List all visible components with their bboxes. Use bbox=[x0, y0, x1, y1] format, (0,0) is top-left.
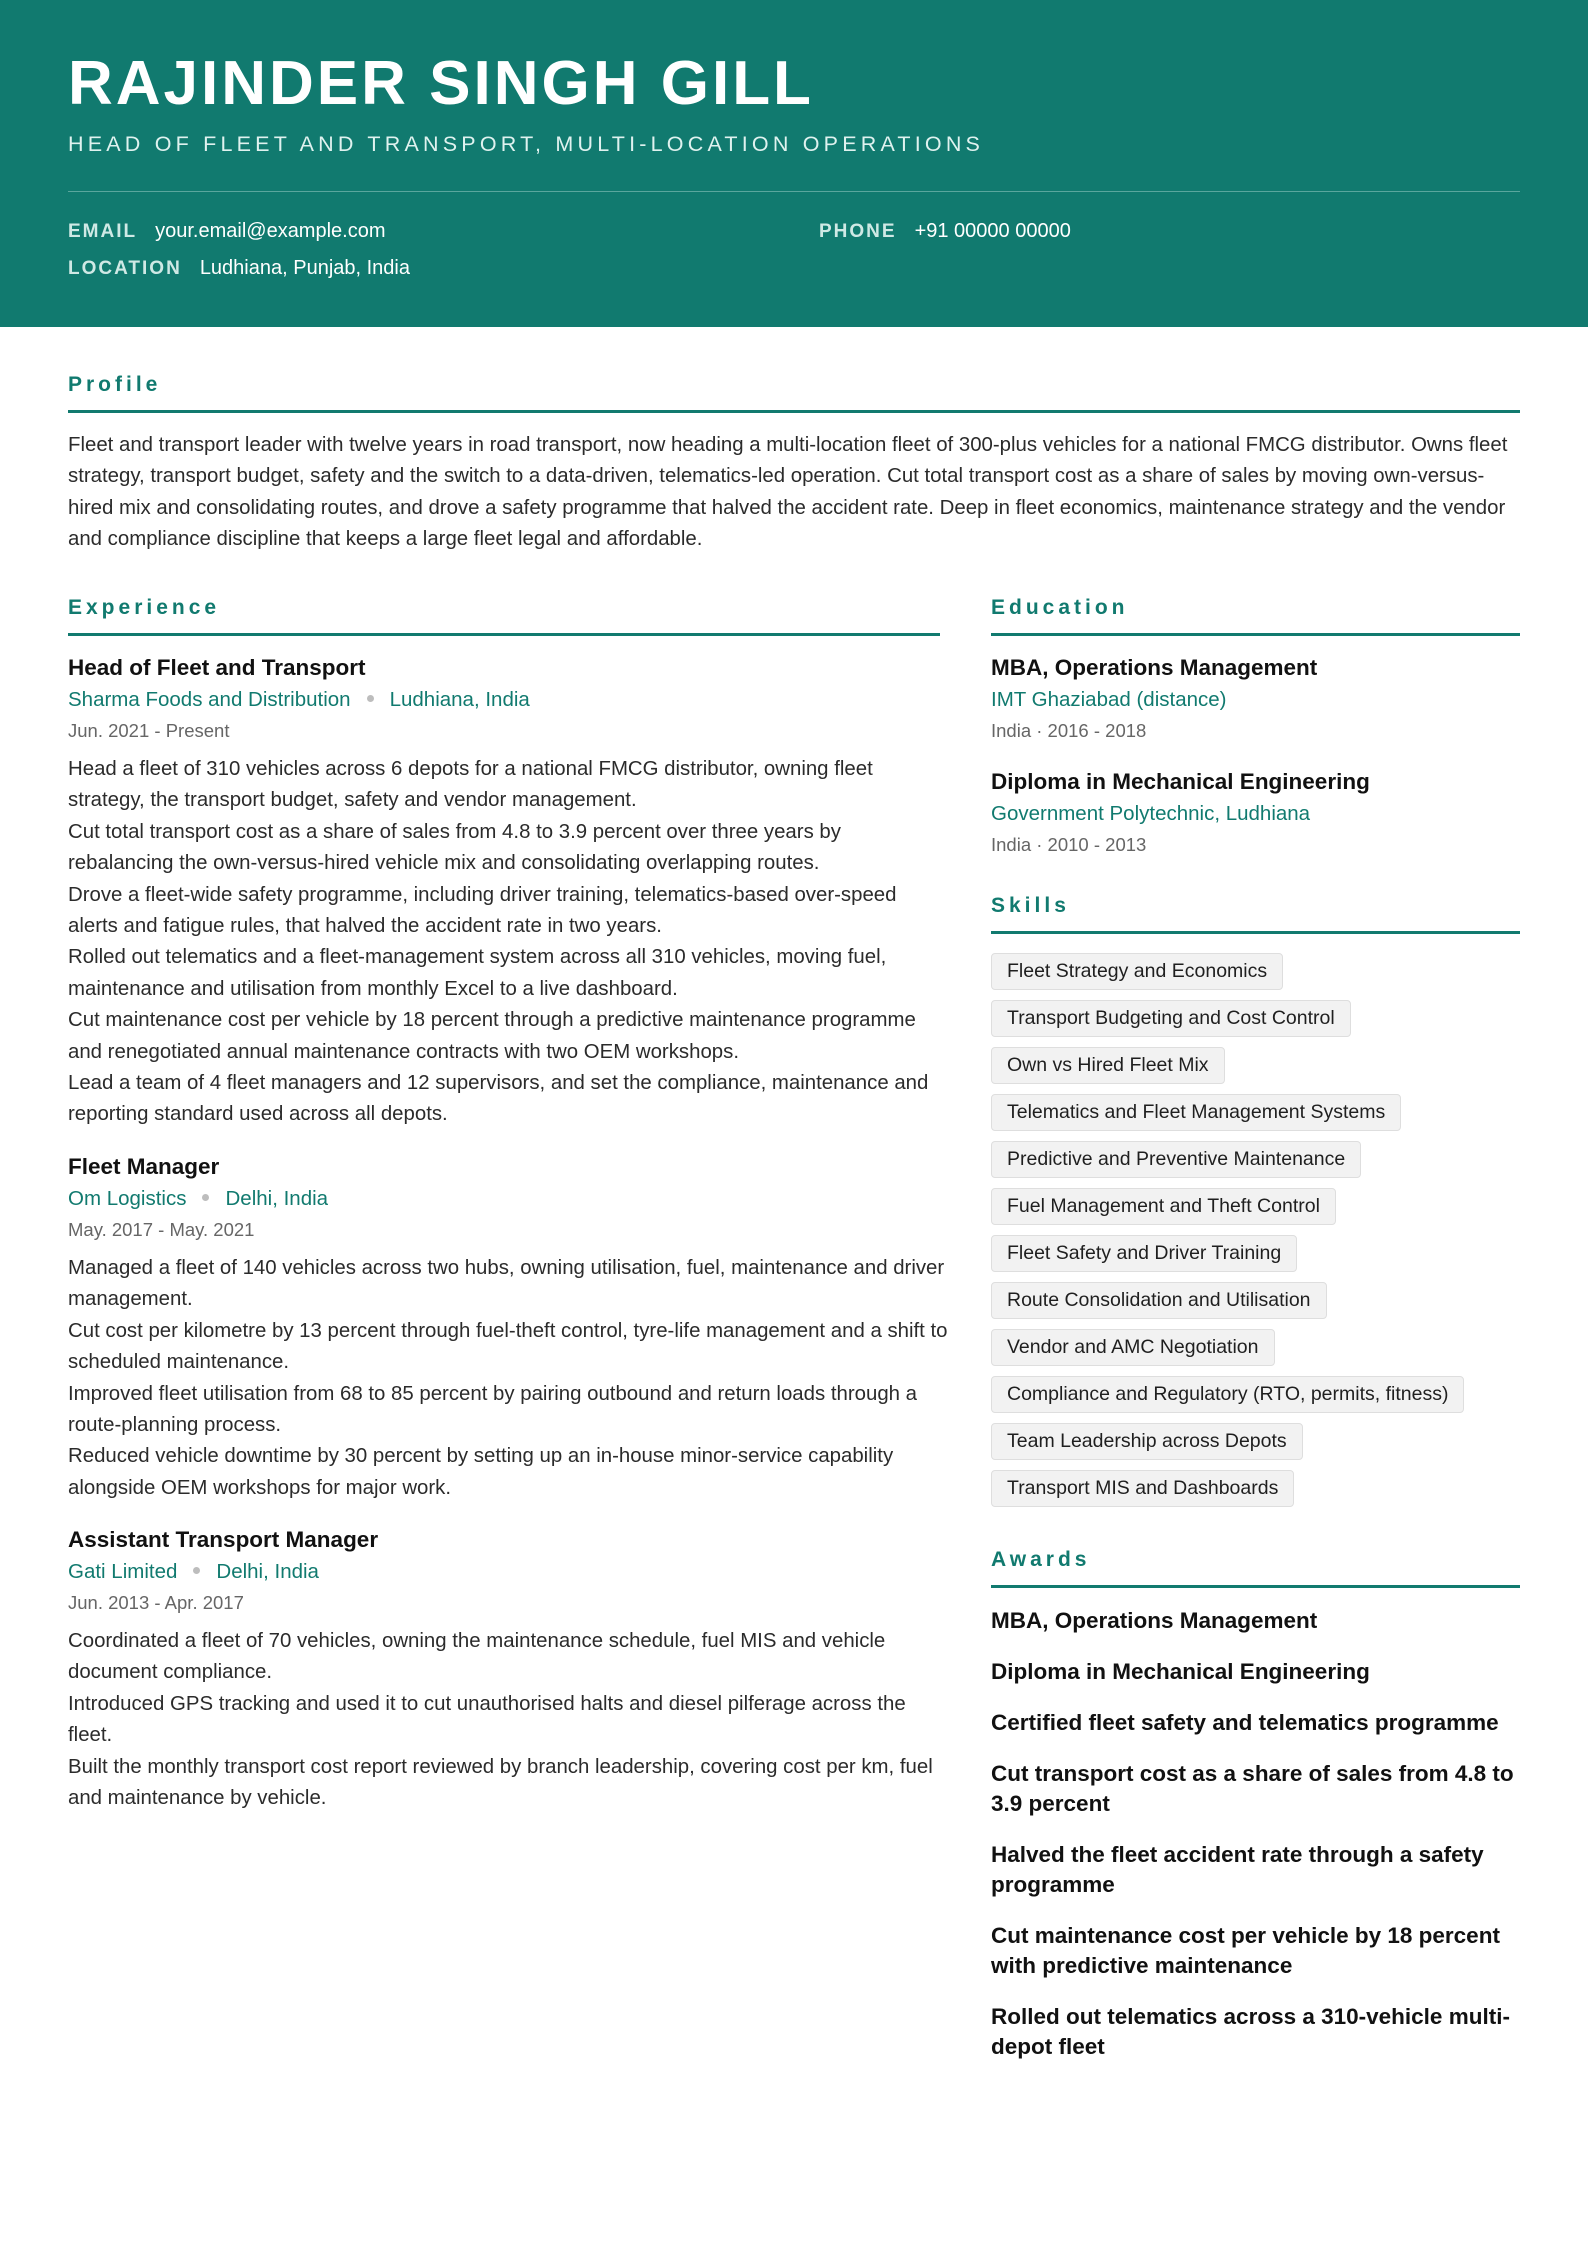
job-dates: Jun. 2021 - Present bbox=[68, 720, 230, 741]
award-item: Cut maintenance cost per vehicle by 18 percent with predictive maintenance bbox=[991, 1923, 1500, 1978]
job-title: Head of Fleet and Transport bbox=[68, 655, 366, 680]
job-bullet: Head a fleet of 310 vehicles across 6 depots for a national FMCG distributor, owning fleet strategy, the transport budget, safety and vendor management. bbox=[68, 758, 873, 812]
award-item: Rolled out telematics across a 310-vehicle multi-depot fleet bbox=[991, 2004, 1510, 2059]
skill-tag: Transport MIS and Dashboards bbox=[991, 1470, 1294, 1507]
job-bullet: Coordinated a fleet of 70 vehicles, owning the maintenance schedule, fuel MIS and vehicle document compliance. bbox=[68, 1630, 886, 1684]
skills-rule bbox=[991, 931, 1520, 934]
location-label: LOCATION bbox=[68, 258, 182, 279]
education-meta: India · 2010 - 2013 bbox=[991, 834, 1147, 855]
job-bullet: Rolled out telematics and a fleet-management system across all 310 vehicles, moving fuel, maintenance and utilisation from monthly Excel to a live dashboard. bbox=[68, 946, 887, 1000]
job-bullet: Reduced vehicle downtime by 30 percent by setting up an in-house minor-service capability alongside OEM workshops for major work. bbox=[68, 1445, 894, 1499]
job-bullet: Cut maintenance cost per vehicle by 18 percent through a predictive maintenance programme and renegotiated annual maintenance contracts with two OEM workshops. bbox=[68, 1009, 916, 1063]
education-heading: Education bbox=[991, 596, 1129, 619]
contact-email bbox=[68, 219, 386, 244]
education-degree: MBA, Operations Management bbox=[991, 655, 1318, 680]
profile-summary: Fleet and transport leader with twelve years in road transport, now heading a multi-location fleet of 300-plus vehicles for a national FMCG distributor. Owns fleet strategy, transport budget, safety and the switch to a data-driven, telematics-led operation. Cut total transport cost as a share of sales by moving own-versus-hired mix and consolidating routes, and drove a safety programme that halved the accident rate. Deep in fleet economics, maintenance strategy and the vendor and compliance discipline that keeps a large fleet legal and affordable. bbox=[68, 434, 1508, 551]
skill-tag: Vendor and AMC Negotiation bbox=[991, 1329, 1275, 1366]
skill-tag: Team Leadership across Depots bbox=[991, 1423, 1303, 1460]
job-company: Om Logistics bbox=[68, 1187, 187, 1210]
job-bullet: Lead a team of 4 fleet managers and 12 supervisors, and set the compliance, maintenance and reporting standard used across all depots. bbox=[68, 1072, 929, 1126]
job-bullet: Managed a fleet of 140 vehicles across two hubs, owning utilisation, fuel, maintenance and driver management. bbox=[68, 1257, 945, 1311]
job-dates: May. 2017 - May. 2021 bbox=[68, 1219, 255, 1240]
job-bullet: Introduced GPS tracking and used it to cut unauthorised halts and diesel pilferage across the fleet. bbox=[68, 1692, 906, 1747]
phone-value[interactable]: +91 00000 00000 bbox=[914, 220, 1071, 242]
separator-dot bbox=[202, 1194, 209, 1201]
skill-tag: Fleet Strategy and Economics bbox=[991, 953, 1283, 990]
experience-heading: Experience bbox=[68, 596, 221, 619]
award-item: Cut transport cost as a share of sales from 4.8 to 3.9 percent bbox=[991, 1761, 1514, 1816]
job-bullets bbox=[68, 1626, 948, 1814]
separator-dot bbox=[367, 695, 374, 702]
skill-tag: Route Consolidation and Utilisation bbox=[991, 1282, 1327, 1319]
job-company-line bbox=[68, 1187, 328, 1211]
skill-tag: Fleet Safety and Driver Training bbox=[991, 1235, 1297, 1272]
job-bullets bbox=[68, 754, 948, 1131]
separator-dot bbox=[193, 1567, 200, 1574]
award-item: MBA, Operations Management bbox=[991, 1608, 1318, 1633]
job-company: Sharma Foods and Distribution bbox=[68, 688, 351, 711]
education-school: IMT Ghaziabad (distance) bbox=[991, 688, 1227, 711]
skills-list bbox=[991, 953, 1531, 1517]
job-company: Gati Limited bbox=[68, 1560, 178, 1583]
profile-rule bbox=[68, 410, 1520, 413]
job-bullet: Built the monthly transport cost report reviewed by branch leadership, covering cost per km, fuel and maintenance by vehicle. bbox=[68, 1755, 933, 1810]
job-bullets bbox=[68, 1253, 948, 1504]
header-divider bbox=[68, 191, 1520, 192]
award-item: Certified fleet safety and telematics programme bbox=[991, 1710, 1499, 1735]
award-item: Diploma in Mechanical Engineering bbox=[991, 1659, 1370, 1684]
education-school: Government Polytechnic, Ludhiana bbox=[991, 802, 1311, 825]
phone-label: PHONE bbox=[819, 221, 897, 242]
job-location: Delhi, India bbox=[216, 1560, 319, 1583]
job-bullet: Drove a fleet-wide safety programme, including driver training, telematics-based over-speed alerts and fatigue rules, that halved the accident rate in two years. bbox=[68, 883, 897, 938]
education-rule bbox=[991, 633, 1520, 636]
awards-list bbox=[991, 1606, 1531, 2083]
skill-tag: Own vs Hired Fleet Mix bbox=[991, 1047, 1225, 1084]
job-company-line bbox=[68, 1560, 319, 1584]
email-label: EMAIL bbox=[68, 221, 138, 242]
education-degree: Diploma in Mechanical Engineering bbox=[991, 769, 1370, 794]
job-bullet: Improved fleet utilisation from 68 to 85 percent by pairing outbound and return loads through a route-planning process. bbox=[68, 1382, 918, 1437]
skill-tag: Telematics and Fleet Management Systems bbox=[991, 1094, 1401, 1131]
contact-phone bbox=[819, 219, 1071, 244]
experience-rule bbox=[68, 633, 940, 636]
awards-rule bbox=[991, 1585, 1520, 1588]
job-title: Fleet Manager bbox=[68, 1154, 220, 1179]
skill-tag: Compliance and Regulatory (RTO, permits, fitness) bbox=[991, 1376, 1464, 1413]
job-bullet: Cut total transport cost as a share of sales from 4.8 to 3.9 percent over three years by rebalancing the own-versus-hired vehicle mix and consolidating overlapping routes. bbox=[68, 820, 841, 875]
job-dates: Jun. 2013 - Apr. 2017 bbox=[68, 1592, 244, 1613]
skill-tag: Predictive and Preventive Maintenance bbox=[991, 1141, 1361, 1178]
job-bullet: Cut cost per kilometre by 13 percent through fuel-theft control, tyre-life management and a shift to scheduled maintenance. bbox=[68, 1319, 948, 1374]
award-item: Halved the fleet accident rate through a safety programme bbox=[991, 1842, 1484, 1897]
candidate-name: RAJINDER SINGH GILL bbox=[68, 49, 814, 118]
profile-heading: Profile bbox=[68, 373, 162, 396]
awards-heading: Awards bbox=[991, 1548, 1091, 1571]
job-location: Ludhiana, India bbox=[389, 688, 530, 711]
education-meta: India · 2016 - 2018 bbox=[991, 720, 1147, 741]
location-value: Ludhiana, Punjab, India bbox=[199, 257, 410, 279]
skill-tag: Transport Budgeting and Cost Control bbox=[991, 1000, 1351, 1037]
skill-tag: Fuel Management and Theft Control bbox=[991, 1188, 1336, 1225]
job-company-line bbox=[68, 688, 530, 712]
resume-header bbox=[0, 0, 1588, 327]
email-value[interactable]: your.email@example.com bbox=[155, 220, 386, 242]
candidate-headline: HEAD OF FLEET AND TRANSPORT, MULTI-LOCATION OPERATIONS bbox=[68, 132, 985, 156]
job-title: Assistant Transport Manager bbox=[68, 1527, 379, 1552]
contact-location bbox=[68, 256, 410, 281]
skills-heading: Skills bbox=[991, 894, 1070, 917]
job-location: Delhi, India bbox=[225, 1187, 329, 1210]
